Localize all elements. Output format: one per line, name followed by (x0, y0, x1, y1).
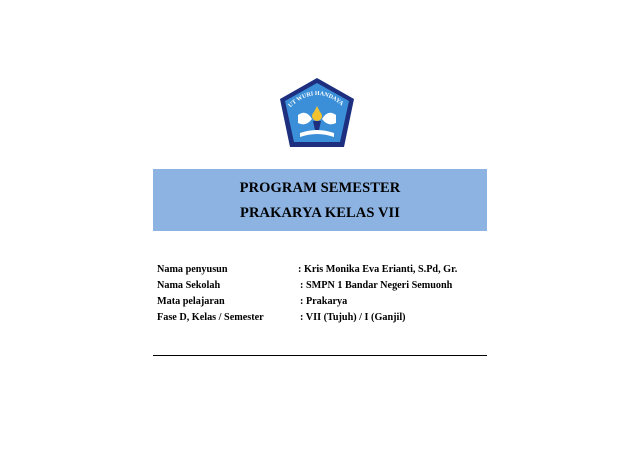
svg-text:TUT WURI HANDAYANI: UT WURI HANDAYA (287, 90, 345, 110)
school-value: : SMPN 1 Bandar Negeri Semuonh (300, 280, 453, 291)
subject-title: PRAKARYA KELAS VII (239, 205, 401, 221)
school-label: Nama Sekolah (157, 280, 221, 291)
class-label: Fase D, Kelas / Semester (157, 312, 264, 323)
logo-emblem (276, 75, 358, 157)
tut-wuri-handayani-logo (276, 75, 358, 157)
subject-value: : Prakarya (300, 296, 348, 307)
author-label: Nama penyusun (157, 264, 228, 275)
author-value: : Kris Monika Eva Erianti, S.Pd, Gr. (298, 264, 458, 275)
class-value: : VII (Tujuh) / I (Ganjil) (300, 312, 406, 323)
program-title: PROGRAM SEMESTER (239, 180, 401, 196)
title-banner (153, 169, 487, 231)
horizontal-rule (153, 355, 487, 356)
subject-label: Mata pelajaran (157, 296, 225, 307)
